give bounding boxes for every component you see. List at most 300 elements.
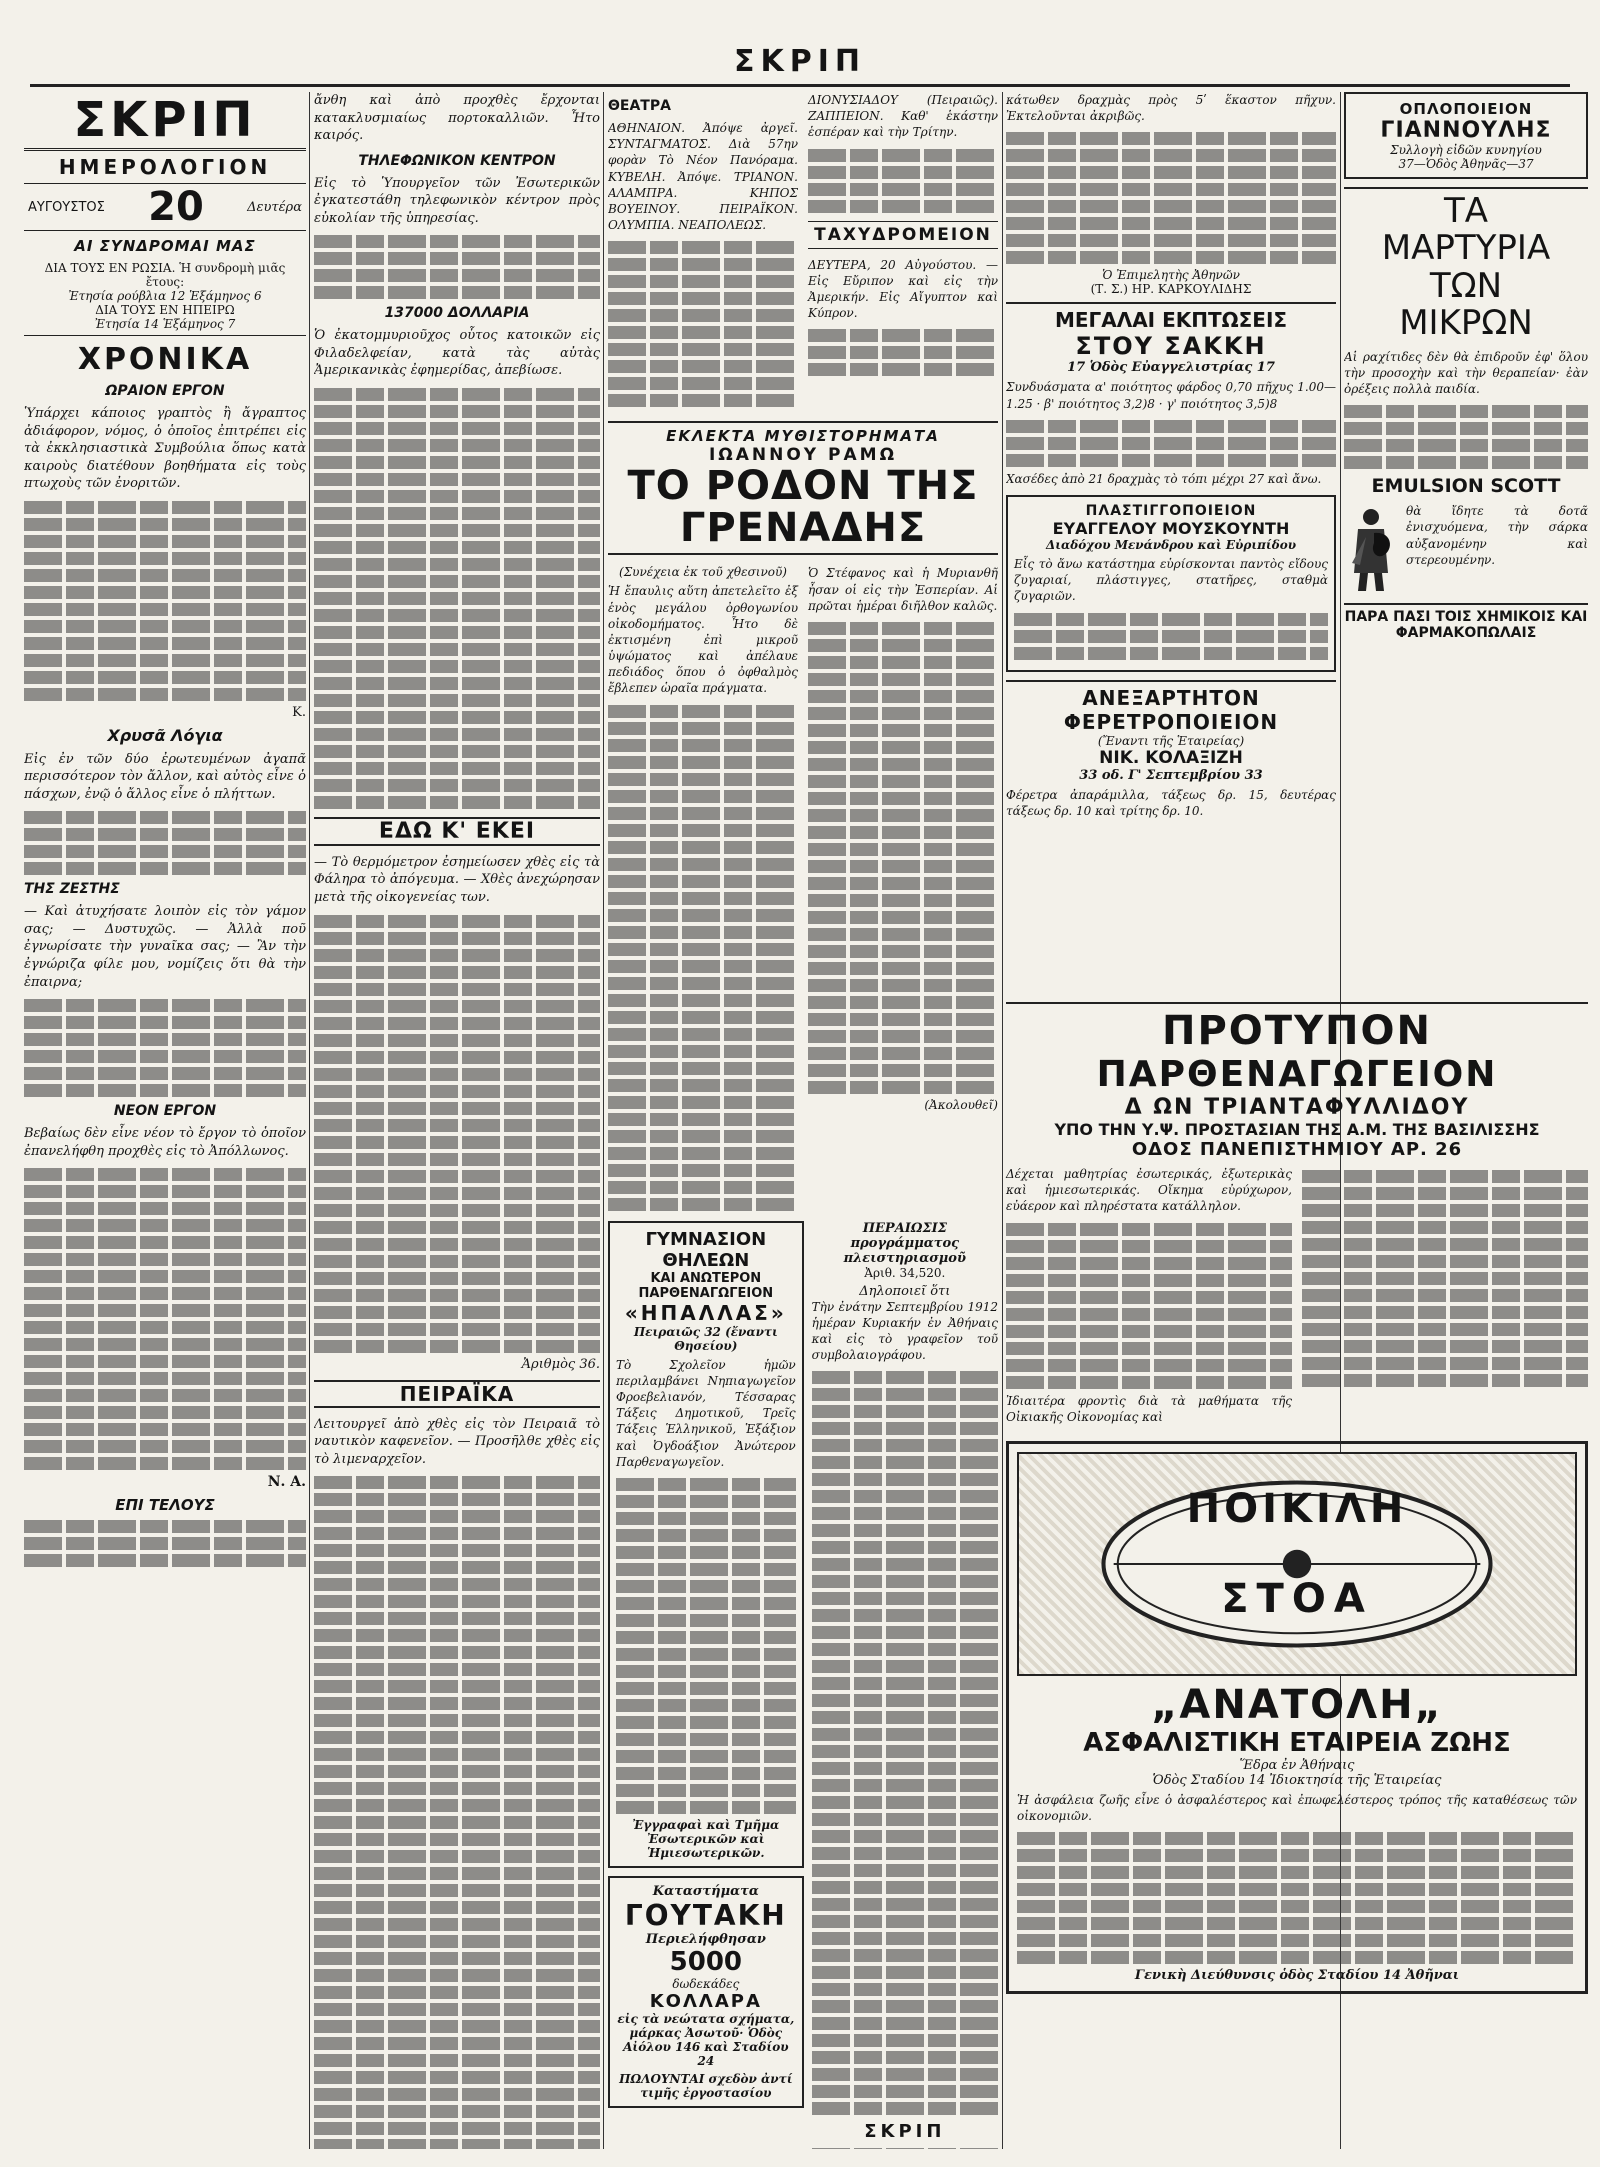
text-line [314, 2054, 600, 2067]
text-line [1017, 1866, 1577, 1879]
prototype-title: ΠΡΟΤΥΠΟΝ [1006, 1002, 1588, 1054]
testimonials-word-2: ΜΑΡΤΥΡΙΑ [1381, 228, 1551, 269]
prototype-owner: Δ ΩΝ ΤΡΙΑΝΤΑΦΥΛΛΙΔΟΥ [1124, 1095, 1470, 1120]
telephone-heading: ΤΗΛΕΦΩΝΙΚΟΝ ΚΕΝΤΡΟΝ [358, 152, 556, 169]
text-line [314, 728, 600, 741]
text-line [808, 639, 998, 652]
text-line [808, 707, 998, 720]
anatoli-ad [1006, 1441, 1588, 1994]
text-line [808, 809, 998, 822]
anatoli-text: Ἡ ἀσφάλεια ζωῆς εἶνε ὁ ἀσφαλέστερος καὶ ἐπωφελέστερος τρόπος τῆς καταθέσεως τῶν οἰκονομιῶν. [1017, 1792, 1577, 1824]
goutaki-number: 5000 [669, 1946, 743, 1977]
scales-text: Εἶς τὸ ἄνω κατάστημα εὑρίσκονται παντὸς εἴδους ζυγαριαί, πλάστιγγες, στατῆρες, σταθμὰ ζυγαριῶν. [1014, 556, 1328, 604]
coffin-owner: ΝΙΚ. ΚΟΛΑΞΙΖΗ [1099, 747, 1243, 768]
text-line [24, 1067, 306, 1080]
novel-text-2: Ὁ Στέφανος καὶ ἡ Μυριανθῆ ἦσαν οἱ εἰς τὴν Ἐσπερίαν. Αἱ πρῶται ἡμέραι διῆλθον καλῶς. [808, 566, 998, 613]
text-line [314, 439, 600, 452]
text-line [314, 490, 600, 503]
text-line [608, 705, 798, 718]
text-line [608, 1147, 798, 1160]
text-line [314, 1918, 600, 1931]
text-line [314, 1136, 600, 1149]
text-line [1006, 149, 1336, 162]
subscriptions-heading: ΑΙ ΣΥΝΔΡΟΜΑΙ ΜΑΣ [74, 237, 256, 255]
text-line [608, 1079, 798, 1092]
gunsmith-address: 37—Ὁδὸς Ἀθηνᾶς—37 [1398, 157, 1534, 171]
text-line [24, 1406, 306, 1419]
text-line [24, 1202, 306, 1215]
testimonials-word-1: ΤΑ [1443, 191, 1489, 231]
text-line [314, 1731, 600, 1744]
column-2 [314, 92, 600, 2149]
gymnasium-title: ΓΥΜΝΑΣΙΟΝ ΘΗΛΕΩΝ [645, 1228, 767, 1271]
text-line [608, 773, 798, 786]
text-line [24, 637, 306, 650]
text-line [812, 1966, 998, 1979]
testimonials-word-3: ΤΩΝ [1429, 265, 1503, 306]
text-line [1302, 1221, 1588, 1234]
text-line [616, 1699, 796, 1712]
text-line [24, 671, 306, 684]
text-line [616, 1546, 796, 1559]
text-line [314, 252, 600, 265]
goutaki-unit: δωδεκάδες [672, 1976, 740, 1991]
auction-text: Τὴν ἐνάτην Σεπτεμβρίου 1912 ἡμέραν Κυριακήν ἐν Ἀθήναις καὶ εἰς τὸ γραφεῖον τοῦ συμβολαιογράφου. [811, 1299, 998, 1363]
text-line [608, 1198, 798, 1211]
text-line [314, 1085, 600, 1098]
text-line [608, 977, 798, 990]
coffin-heading: ΑΝΕΞΑΡΤΗΤΟΝ [1082, 685, 1260, 710]
text-line [314, 1595, 600, 1608]
theaters-text-2: ΔΙΟΝΥΣΙΑΔΟΥ (Πειραιῶς). ΖΑΠΠΕΙΟΝ. Καθ' ἑκάστην ἑσπέραν καὶ τὴν Τρίτην. [808, 93, 998, 140]
text-line [812, 1439, 998, 1452]
text-line [314, 626, 600, 639]
text-line [1006, 1359, 1292, 1372]
text-line [616, 1665, 796, 1678]
text-line [812, 1847, 998, 1860]
text-line [314, 1884, 600, 1897]
stoa-word-2: ΣΤΟΑ [1221, 1575, 1373, 1622]
chronika-text: Ὑπάρχει κάποιος γραπτὸς ἢ ἄγραπτος ἀδιάφορον, νόμος, ὁ ὁποῖος ἐπιτρέπει εἰς τὰ ἐκκλησιαστικὰ Συμβούλια ὅπως κατὰ καιροὺς διατέθουν βοηθήματα εἰς τοὺς πτωχοὺς τῶν ἐνοριτῶν. [24, 406, 306, 492]
text-line [24, 1270, 306, 1283]
text-line [314, 1714, 600, 1727]
text-line [314, 1272, 600, 1285]
fisherman-figure-icon [1344, 503, 1398, 593]
text-line [314, 2037, 600, 2050]
text-line [812, 1881, 998, 1894]
text-line [608, 807, 798, 820]
text-line [1006, 132, 1336, 145]
text-line [812, 1949, 998, 1962]
here-and-there-heading: ΕΔΩ Κ' ΕΚΕΙ [314, 817, 600, 846]
text-line [808, 826, 998, 839]
text-line [314, 1578, 600, 1591]
text-line [314, 1323, 600, 1336]
gymnasium-address: Πειραιῶς 32 (ἔναντι Θησείου) [633, 1324, 778, 1353]
text-line [808, 1081, 998, 1094]
text-line [314, 1867, 600, 1880]
text-line [812, 1388, 998, 1401]
prototype-col-left [1006, 1166, 1292, 1433]
goutaki-sub: Περιελήφθησαν [645, 1931, 766, 1947]
text-line [314, 1833, 600, 1846]
text-line [808, 363, 998, 376]
text-line [812, 1422, 998, 1435]
sakki-footer: Χασέδες ἀπὸ 21 δραχμὰς τὸ τόπι μέχρι 27 καὶ ἄνω. [1006, 471, 1322, 486]
text-line [608, 275, 798, 288]
text-line [24, 1253, 306, 1266]
novel-continued: (Ἀκολουθεῖ) [924, 1097, 998, 1112]
goutaki-ad [608, 1876, 804, 2108]
text-line [314, 2020, 600, 2033]
text-line [608, 1028, 798, 1041]
text-line [24, 1554, 306, 1567]
text-line [808, 877, 998, 890]
paper-title: ΣΚΡΙΠ [24, 92, 306, 151]
text-line [24, 535, 306, 548]
scales-name: ΕΥΑΓΓΕΛΟΥ ΜΟΥΣΚΟΥΝΤΗ [1052, 518, 1290, 538]
text-line [314, 1170, 600, 1183]
text-line [314, 1102, 600, 1115]
text-line [1017, 1934, 1577, 1947]
text-line [608, 1062, 798, 1075]
new-work-text: Βεβαίως δὲν εἶνε νέον τὸ ἔργον τὸ ὁποῖον ἐπανελήφθη προχθὲς εἰς τὸ Ἀπόλλωνος. [24, 1126, 306, 1159]
novel-text-1: Ἡ ἔπαυλις αὕτη ἀπετελεῖτο ἐξ ἑνὸς μεγάλου ὀρθογωνίου οἰκοδομήματος. Ἦτο δὲ ἐκτισμένη ἐπὶ μικροῦ ὑψώματος καὶ ἀπέλαυε πεδιάδος ὅπου ὁ ὀφθαλμὸς ἔβλεπεν ὡραῖα πράγματα. [608, 584, 798, 696]
peiraika-heading: ΠΕΙΡΑΪΚΑ [314, 1380, 600, 1408]
text-line [314, 1153, 600, 1166]
text-line [608, 258, 798, 271]
novel-col-left [608, 565, 798, 1214]
text-line [808, 183, 998, 196]
anatoli-seat: Ἕδρα ἐν Ἀθήναις [1239, 1757, 1355, 1773]
text-line [314, 1748, 600, 1761]
text-line [314, 1510, 600, 1523]
text-line [24, 1457, 306, 1470]
text-line [812, 1541, 998, 1554]
text-line [812, 1728, 998, 1741]
text-line [314, 1476, 600, 1489]
notice-text: κάτωθεν δραχμὰς πρὸς 5ʹ ἕκαστον πῆχυν. Ἐκτελοῦνται ἀκριβῶς. [1006, 93, 1336, 124]
goutaki-text: εἰς τὰ νεώτατα σχήματα, μάρκας Ἀσωτοῦ· Ὁδὸς Αἰόλου 146 καὶ Σταδίου 24 [617, 2011, 795, 2068]
text-line [314, 456, 600, 469]
text-line [616, 1631, 796, 1644]
masthead-title: ΣΚΡΙΠ [734, 44, 866, 79]
text-line [616, 1801, 796, 1814]
text-line [808, 962, 998, 975]
prototype-col-right [1302, 1166, 1588, 1433]
text-line [24, 1389, 306, 1402]
text-line [24, 1084, 306, 1097]
text-line [314, 1629, 600, 1642]
text-line [24, 1423, 306, 1436]
text-line [608, 960, 798, 973]
novel-author: ΙΩΑΝΝΟΥ ΡΑΜΩ [708, 445, 898, 466]
bottom-masthead: ΣΚΡΙΠ [864, 2121, 946, 2143]
text-line [24, 811, 306, 824]
text-line [314, 1306, 600, 1319]
text-line [314, 643, 600, 656]
scott-ad [1344, 187, 1588, 641]
text-line [616, 1614, 796, 1627]
text-line [24, 688, 306, 701]
text-line [812, 1932, 998, 1945]
text-line [314, 1289, 600, 1302]
golden-words-heading: Χρυσᾶ Λόγια [107, 725, 223, 745]
text-line [608, 858, 798, 871]
text-line [808, 1064, 998, 1077]
text-line [608, 1096, 798, 1109]
text-line [1006, 166, 1336, 179]
text-line [808, 656, 998, 669]
text-line [24, 828, 306, 841]
text-line [808, 1030, 998, 1043]
text-line [314, 932, 600, 945]
text-line [24, 1355, 306, 1368]
text-line [1017, 1883, 1577, 1896]
text-line [314, 1000, 600, 1013]
scott-claim: θὰ ἴδητε τὰ δοτᾶ ἐνισχυόμενα, τὴν σάρκα αὐξανομένην καὶ στερεουμένην. [1406, 504, 1588, 567]
goutaki-collars: ΚΟΛΛΑΡΑ [649, 1990, 762, 2012]
text-line [616, 1733, 796, 1746]
text-line [808, 996, 998, 1009]
text-line [314, 1816, 600, 1829]
text-line [808, 673, 998, 686]
text-line [812, 2051, 998, 2064]
text-line [616, 1716, 796, 1729]
text-line [24, 654, 306, 667]
text-line [314, 235, 600, 248]
text-line [314, 1612, 600, 1625]
text-line [314, 1187, 600, 1200]
text-line [314, 1119, 600, 1132]
text-line [314, 558, 600, 571]
text-line [24, 1321, 306, 1334]
text-line [24, 1440, 306, 1453]
text-line [808, 1047, 998, 1060]
heat-heading: ΤΗΣ ΖΕΣΤΗΣ [24, 881, 120, 898]
text-line [812, 2000, 998, 2013]
text-line [24, 552, 306, 565]
text-line [24, 1236, 306, 1249]
text-line [314, 1901, 600, 1914]
text-line [1302, 1374, 1588, 1387]
dollars-text: Ὁ ἐκατομμυριοῦχος οὗτος κατοικῶν εἰς Φιλαδελφείαν, κατὰ τὰς αὐτὰς Ἀμερικανικὰς ἐφημερίδας, ἀπεβίωσε. [314, 328, 600, 379]
text-line [314, 796, 600, 809]
text-line [1302, 1357, 1588, 1370]
text-line [812, 1558, 998, 1571]
text-line [314, 592, 600, 605]
text-line [314, 1697, 600, 1710]
text-line [314, 609, 600, 622]
text-line [314, 1238, 600, 1251]
masthead-rule [30, 84, 1570, 87]
text-line [24, 1372, 306, 1385]
text-line [24, 1338, 306, 1351]
text-line [1302, 1289, 1588, 1302]
masthead [0, 0, 1600, 78]
gymnasium-title-2: ΚΑΙ ΑΝΩΤΕΡΟΝ ΠΑΡΘΕΝΑΓΩΓΕΙΟΝ [638, 1270, 774, 1301]
text-line [808, 911, 998, 924]
text-line [1006, 1342, 1292, 1355]
text-line [608, 1113, 798, 1126]
sakki-name: ΣΤΟΥ ΣΑΚΚΗ [1075, 332, 1267, 361]
text-line [808, 928, 998, 941]
column-divider [1002, 92, 1003, 2149]
text-line [808, 149, 998, 162]
here-and-there-text: — Τὸ θερμόμετρον ἐσημείωσεν χθὲς εἰς τὰ Φάληρα τὸ ἀπόγευμα. — Χθὲς ἀνεχώρησαν μετὰ τῆς οἰκογενείας των. [314, 854, 600, 906]
column-1 [24, 92, 306, 2149]
text-line [314, 779, 600, 792]
text-line [1302, 1340, 1588, 1353]
text-line [314, 1799, 600, 1812]
text-line [314, 915, 600, 928]
text-line [314, 1051, 600, 1064]
gunsmith-ad [1344, 92, 1588, 179]
text-line [314, 422, 600, 435]
text-line [24, 1537, 306, 1550]
text-line [1006, 1240, 1292, 1253]
sakki-address: 17 Ὁδὸς Εὐαγγελιστρίας 17 [1067, 360, 1275, 376]
novel-title: ΤΟ ΡΟΔΟΝ ΤΗΣ ΓΡΕΝΑΔΗΣ [627, 463, 979, 552]
gymnasium-closing: Ἐγγραφαὶ καὶ Τμῆμα Ἐσωτερικῶν καὶ Ἡμιεσωτερικῶν. [632, 1817, 780, 1860]
sakki-heading: ΜΕΓΑΛΑΙ ΕΚΠΤΩΣΕΙΣ [1054, 308, 1288, 333]
text-line [1017, 1917, 1577, 1930]
text-line [608, 360, 798, 373]
text-line [314, 1850, 600, 1863]
text-line [616, 1750, 796, 1763]
text-line [314, 2088, 600, 2101]
prototype-patron: ΥΠΟ ΤΗΝ Υ.Ψ. ΠΡΟΣΤΑΣΙΑΝ ΤΗΣ Α.Μ. ΤΗΣ ΒΑΣΙΛΙΣΣΗΣ [1054, 1120, 1540, 1139]
text-line [24, 569, 306, 582]
goutaki-name: ΓΟΥΤΑΚΗ [624, 1898, 787, 1932]
scott-text: Αἱ ραχίτιδες δὲν θὰ ἐπιδροῦν ἐφ' ὅλου τὴν προσοχὴν καὶ τὴν θεραπείαν· ἐὰν ὀρέξεις πολλὰ παιδία. [1344, 349, 1588, 396]
coffin-ad [1006, 680, 1336, 819]
text-line [314, 745, 600, 758]
text-line [1302, 1272, 1588, 1285]
text-line [24, 1033, 306, 1046]
text-line [812, 1507, 998, 1520]
text-line [314, 1986, 600, 1999]
text-line [812, 1575, 998, 1588]
text-line [24, 518, 306, 531]
text-line [24, 1304, 306, 1317]
coffin-text: Φέρετρα ἀπαράμιλλα, τάξεως δρ. 15, δευτέρας τάξεως δρ. 10 καὶ τρίτης δρ. 10. [1006, 787, 1336, 818]
text-line [608, 824, 798, 837]
text-line [314, 2122, 600, 2135]
text-line [808, 166, 998, 179]
text-line [314, 677, 600, 690]
anatoli-name: „ΑΝΑΤΟΛΗ„ [1151, 1681, 1443, 1728]
text-line [314, 660, 600, 673]
text-line [616, 1495, 796, 1508]
prototype-body [1006, 1166, 1588, 1433]
text-line [812, 1830, 998, 1843]
gunsmith-heading: ΟΠΛΟΠΟΙΕΙΟΝ [1399, 100, 1533, 118]
text-line [24, 845, 306, 858]
text-line [1006, 200, 1336, 213]
theaters-right [808, 92, 998, 411]
text-line [1006, 217, 1336, 230]
theaters-text: ΑΘΗΝΑΙΟΝ. Ἀπόψε ἀργεῖ. ΣΥΝΤΑΓΜΑΤΟΣ. Διὰ 57ην φορὰν Τὸ Νέον Πανόραμα. ΚΥΒΕΛΗ. Ἀπόψε. ΤΡΙΑΝΟΝ. ΑΛΑΜΠΡΑ. ΚΗΠΟΣ ΒΟΥΕΙΝΟΥ. ΠΕΙΡΑΪΚΟΝ. ΟΛΥΜΠΙΑ. ΝΕΑΠΟΛΕΩΣ. [608, 121, 798, 233]
text-line [808, 741, 998, 754]
text-line [314, 1765, 600, 1778]
text-line [1302, 1187, 1588, 1200]
goutaki-pre: Καταστήματα [652, 1883, 759, 1899]
text-line [1006, 437, 1336, 450]
text-line [314, 1561, 600, 1574]
gunsmith-name: ΓΙΑΝΝΟΥΛΗΣ [1380, 118, 1552, 143]
text-line [608, 892, 798, 905]
calendar-subtitle: ΗΜΕΡΟΛΟΓΙΟΝ [58, 155, 272, 179]
text-line [808, 329, 998, 342]
text-line [608, 943, 798, 956]
emulsion-scott-brand: EMULSION SCOTT [1371, 475, 1561, 498]
text-line [812, 1864, 998, 1877]
text-line [1017, 1849, 1577, 1862]
text-line [812, 1609, 998, 1622]
text-line [1302, 1323, 1588, 1336]
subscriptions-epirus: ΔΙΑ ΤΟΥΣ ΕΝ ΗΠΕΙΡΩ [95, 303, 235, 317]
text-line [608, 909, 798, 922]
dollars-heading: 137000 ΔΟΛΛΑΡΙΑ [384, 305, 530, 322]
text-line [314, 1952, 600, 1965]
text-line [812, 2085, 998, 2098]
text-line [808, 894, 998, 907]
text-line [314, 711, 600, 724]
new-work-signature: Ν. Α. [267, 1474, 306, 1491]
text-line [812, 1983, 998, 1996]
text-line [608, 1181, 798, 1194]
prototype-text-2: Ἰδιαιτέρα φροντὶς διὰ τὰ μαθήματα τῆς Οἰκιακῆς Οἰκονομίας καὶ [1006, 1393, 1292, 1424]
text-line [1006, 1308, 1292, 1321]
text-line [24, 1168, 306, 1181]
text-line [24, 999, 306, 1012]
post-office-heading: ΤΑΧΥΔΡΟΜΕΙΟΝ [808, 221, 998, 249]
text-line [608, 326, 798, 339]
text-line [314, 949, 600, 962]
auction-number: Ἀριθ. 34,520. [864, 1265, 946, 1280]
text-line [314, 1034, 600, 1047]
sakki-prices: Συνδυάσματα α' ποιότητος φάρδος 0,70 πῆχυς 1.00—1.25 · β' ποιότητος 3,2)8 · γ' ποιότητος 3,5)8 [1006, 380, 1336, 411]
text-line [1302, 1255, 1588, 1268]
text-line [1006, 1257, 1292, 1270]
theaters-heading: ΘΕΑΤΡΑ [608, 98, 671, 114]
text-line [808, 945, 998, 958]
post-office-text: ΔΕΥΤΕΡΑ, 20 Αὐγούστου. — Εἰς Εὔριπον καὶ εἰς τὴν Ἀμερικήν. Εἰς Αἴγυπτον καὶ Κύπρον. [808, 257, 998, 321]
text-line [616, 1478, 796, 1491]
scales-heading: ΠΛΑΣΤΙΓΓΟΠΟΙΕΙΟΝ [1085, 502, 1257, 519]
text-line [314, 694, 600, 707]
text-line [1302, 1204, 1588, 1217]
text-line [1014, 647, 1328, 660]
text-line [812, 1779, 998, 1792]
text-line [1302, 1306, 1588, 1319]
text-line [812, 1711, 998, 1724]
text-line [24, 620, 306, 633]
text-line [808, 1013, 998, 1026]
text-line [808, 860, 998, 873]
text-line [812, 1626, 998, 1639]
calendar-month: ΑΥΓΟΥΣΤΟΣ [28, 199, 105, 215]
text-line [24, 1520, 306, 1533]
text-line [812, 1694, 998, 1707]
new-work-heading: ΝΕΟΝ ΕΡΓΟΝ [113, 1103, 217, 1120]
text-line [608, 739, 798, 752]
text-line [616, 1563, 796, 1576]
notice-signer-name: (Τ. Σ.) ΗΡ. ΚΑΡΚΟΥΛΙΔΗΣ [1090, 282, 1252, 297]
text-line [24, 1219, 306, 1232]
text-line [314, 2139, 600, 2149]
